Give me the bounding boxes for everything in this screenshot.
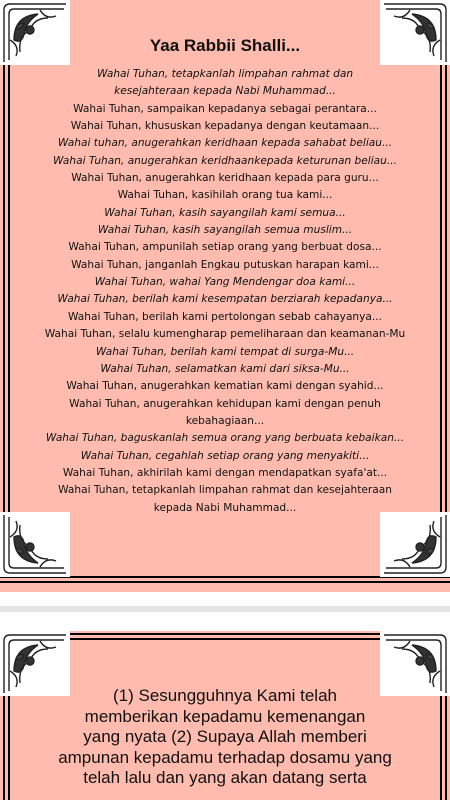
prayer-line: Wahai Tuhan, tetapkanlah limpahan rahmat dan kesejahteraan bbox=[58, 484, 392, 497]
prayer-line: Wahai Tuhan, selamatkan kami dari siksa-Mu... bbox=[100, 362, 350, 375]
right-border bbox=[440, 691, 447, 800]
prayer-line: Wahai Tuhan, sampaikan kepadanya sebagai perantara... bbox=[73, 102, 377, 115]
ornamental-corner-icon bbox=[380, 512, 450, 577]
prayer-line: Wahai Tuhan, berilah kami tempat di surga-Mu... bbox=[95, 345, 355, 358]
prayer-line: Wahai Tuhan, janganlah Engkau putuskan harapan kami... bbox=[71, 258, 379, 271]
bottom-border bbox=[0, 576, 450, 583]
prayer-line: Wahai Tuhan, ampunilah setiap orang yang berbuat dosa... bbox=[68, 241, 382, 254]
verse-text bbox=[20, 686, 430, 789]
verse-line: (1) Sesungguhnya Kami telah bbox=[113, 686, 337, 705]
prayer-line: Wahai Tuhan, wahai Yang Mendengar doa kami... bbox=[94, 276, 356, 289]
verse-line: yang nyata (2) Supaya Allah memberi bbox=[83, 727, 367, 746]
prayer-line: Wahai Tuhan, tetapkanlah limpahan rahmat dan bbox=[96, 68, 354, 80]
prayer-line: Wahai Tuhan, berilah kami kesempatan berziarah kepadanya... bbox=[57, 293, 393, 306]
prayer-line: kepada Nabi Muhammad... bbox=[153, 501, 297, 514]
verse-line: ampunan kepadamu terhadap dosamu yang bbox=[58, 747, 392, 767]
left-border bbox=[3, 63, 10, 515]
section-separator bbox=[0, 592, 450, 631]
prayer-line: Wahai Tuhan, akhirilah kami dengan mendapatkan syafa'at... bbox=[62, 466, 388, 479]
prayer-line: kebahagiaan... bbox=[185, 414, 265, 427]
prayer-line: Wahai tuhan, anugerahkan keridhaan kepada sahabat beliau... bbox=[57, 137, 393, 150]
prayer-line: kesejahteraan kepada Nabi Muhammad... bbox=[114, 85, 336, 98]
prayer-text bbox=[18, 66, 432, 517]
verse-line: telah lalu dan yang akan datang serta bbox=[83, 768, 367, 787]
prayer-line: Wahai Tuhan, baguskanlah semua orang yang berbuata kebaikan... bbox=[45, 432, 405, 445]
prayer-line: Wahai Tuhan, kasih sayangilah kami semua... bbox=[104, 206, 346, 219]
prayer-line: Wahai Tuhan, anugerahkan kehidupan kami dengan penuh bbox=[69, 397, 381, 410]
page-title: Yaa Rabbii Shalli... bbox=[149, 36, 301, 55]
verse-panel bbox=[0, 631, 450, 800]
prayer-line: Wahai Tuhan, kasihilah orang tua kami... bbox=[117, 189, 333, 202]
right-border bbox=[440, 63, 447, 515]
prayer-line: Wahai Tuhan, khususkan kepadanya dengan keutamaan... bbox=[70, 120, 380, 133]
prayer-line: Wahai Tuhan, cegahlah setiap orang yang menyakiti... bbox=[80, 449, 370, 462]
prayer-line: Wahai Tuhan, anugerahkan keridhaan kepada para guru... bbox=[71, 172, 379, 185]
prayer-line: Wahai Tuhan, berilah kami pertolongan sebab cahayanya... bbox=[67, 310, 383, 323]
verse-line: memberikan kepadamu kemenangan bbox=[84, 706, 366, 726]
divider bbox=[0, 606, 450, 612]
prayer-line: Wahai Tuhan, selalu kumengharap pemeliharaan dan keamanan-Mu bbox=[44, 328, 406, 341]
prayer-line: Wahai Tuhan, anugerahkan keridhaankepada keturunan beliau... bbox=[53, 154, 397, 167]
prayer-line: Wahai Tuhan, kasih sayangilah semua muslim... bbox=[97, 224, 353, 237]
ornamental-corner-icon bbox=[0, 512, 70, 577]
left-border bbox=[3, 691, 10, 800]
prayer-line: Wahai Tuhan, anugerahkan kematian kami dengan syahid... bbox=[66, 380, 384, 393]
